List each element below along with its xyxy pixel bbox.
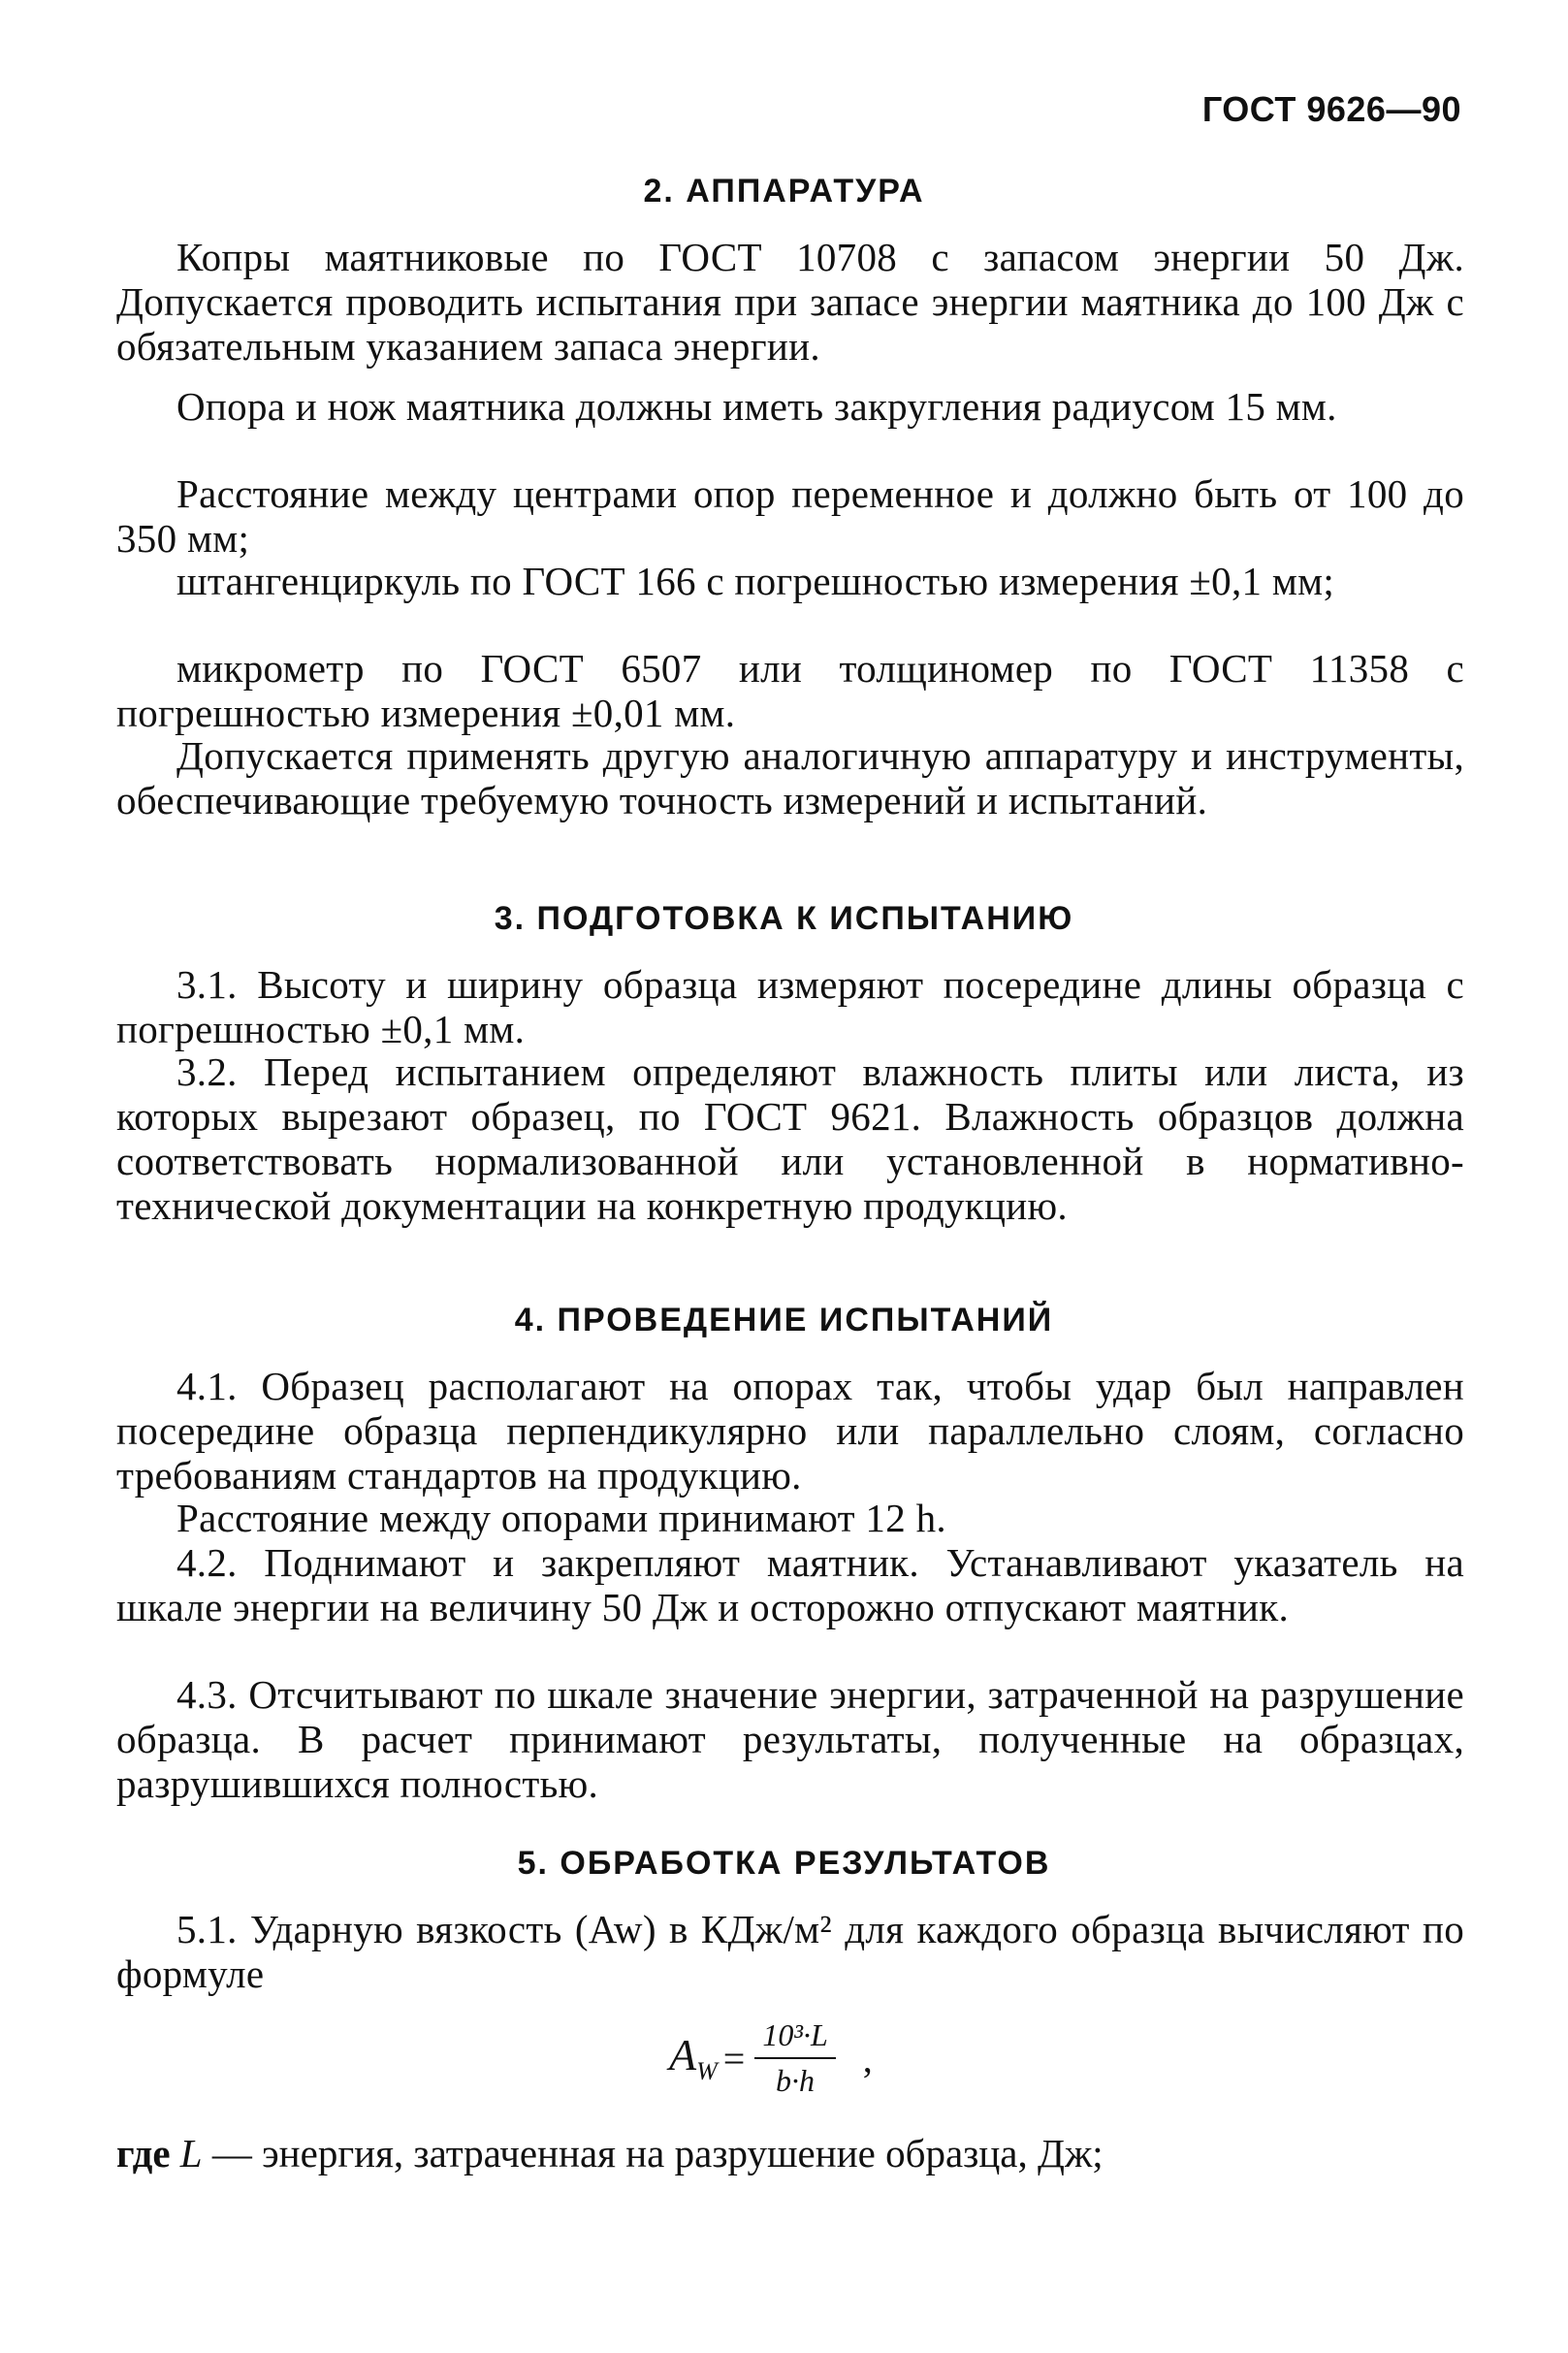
formula-denominator: b·h [776, 2063, 816, 2098]
section-heading-preparation: 3. ПОДГОТОВКА К ИСПЫТАНИЮ [494, 900, 1074, 937]
paragraph-5-1: 5.1. Ударную вязкость (Aw) в КДж/м² для каждого образца вычисляют по формуле [116, 1907, 1464, 1996]
where-definition [116, 2130, 1104, 2176]
paragraph-micrometer: микрометр по ГОСТ 6507 или толщиномер по ГОСТ 11358 с погрешностью измерения ±0,01 мм. [116, 646, 1464, 735]
paragraph-other-equipment: Допускается применять другую аналогичную аппаратуру и инструменты, обеспечивающие требуемую точность измерений и испытаний. [116, 733, 1464, 822]
paragraph-pendulum-copra: Копры маятниковые по ГОСТ 10708 с запасом энергии 50 Дж. Допускается проводить испытания при запасе энергии маятника до 100 Дж с обязательным указанием запаса энергии. [116, 235, 1464, 369]
paragraph-4-1: 4.1. Образец располагают на опорах так, чтобы удар был направлен посередине образца перпендикулярно или параллельно слоям, согласно требованиям стандартов на продукцию. [116, 1364, 1464, 1498]
where-symbol: L [179, 2131, 203, 2176]
paragraph-4-2: 4.2. Поднимают и закрепляют маятник. Устанавливают указатель на шкале энергии на величину 50 Дж и осторожно отпускают маятник. [116, 1540, 1464, 1629]
standard-number: ГОСТ 9626—90 [1201, 89, 1461, 129]
section-heading-apparatus: 2. АППАРАТУРА [643, 173, 925, 210]
formula-comma: , [862, 2036, 873, 2080]
formula-fraction [754, 2017, 835, 2099]
paragraph-caliper: штангенциркуль по ГОСТ 166 с погрешностью измерения ±0,1 мм; [176, 559, 1335, 603]
impact-strength-formula [669, 2017, 873, 2099]
formula-numerator: 10³·L [754, 2017, 835, 2059]
paragraph-3-1: 3.1. Высоту и ширину образца измеряют посередине длины образца с погрешностью ±0,1 мм. [116, 962, 1464, 1051]
where-text: — энергия, затраченная на разрушение образца, Дж; [211, 2131, 1104, 2176]
paragraph-support-knife: Опора и нож маятника должны иметь закругления радиусом 15 мм. [176, 384, 1337, 429]
paragraph-support-distance-12h: Расстояние между опорами принимают 12 h. [176, 1496, 946, 1540]
formula-equals: = [722, 2036, 746, 2080]
paragraph-support-distance: Расстояние между центрами опор переменное и должно быть от 100 до 350 мм; [116, 471, 1464, 561]
where-label: где [116, 2131, 171, 2176]
paragraph-4-3: 4.3. Отсчитывают по шкале значение энергии, затраченной на разрушение образца. В расчет принимают результаты, полученные на образцах, разрушившихся полностью. [116, 1672, 1464, 1806]
formula-lhs: $A_W$ [669, 2030, 718, 2086]
section-heading-results: 5. ОБРАБОТКА РЕЗУЛЬТАТОВ [517, 1845, 1051, 1882]
paragraph-3-2: 3.2. Перед испытанием определяют влажность плиты или листа, из которых вырезают образец, по ГОСТ 9621. Влажность образцов должна соответствовать нормализованной или установленной в нормативно-технической документации на конкретную продукцию. [116, 1049, 1464, 1228]
section-heading-testing: 4. ПРОВЕДЕНИЕ ИСПЫТАНИЙ [514, 1302, 1054, 1338]
